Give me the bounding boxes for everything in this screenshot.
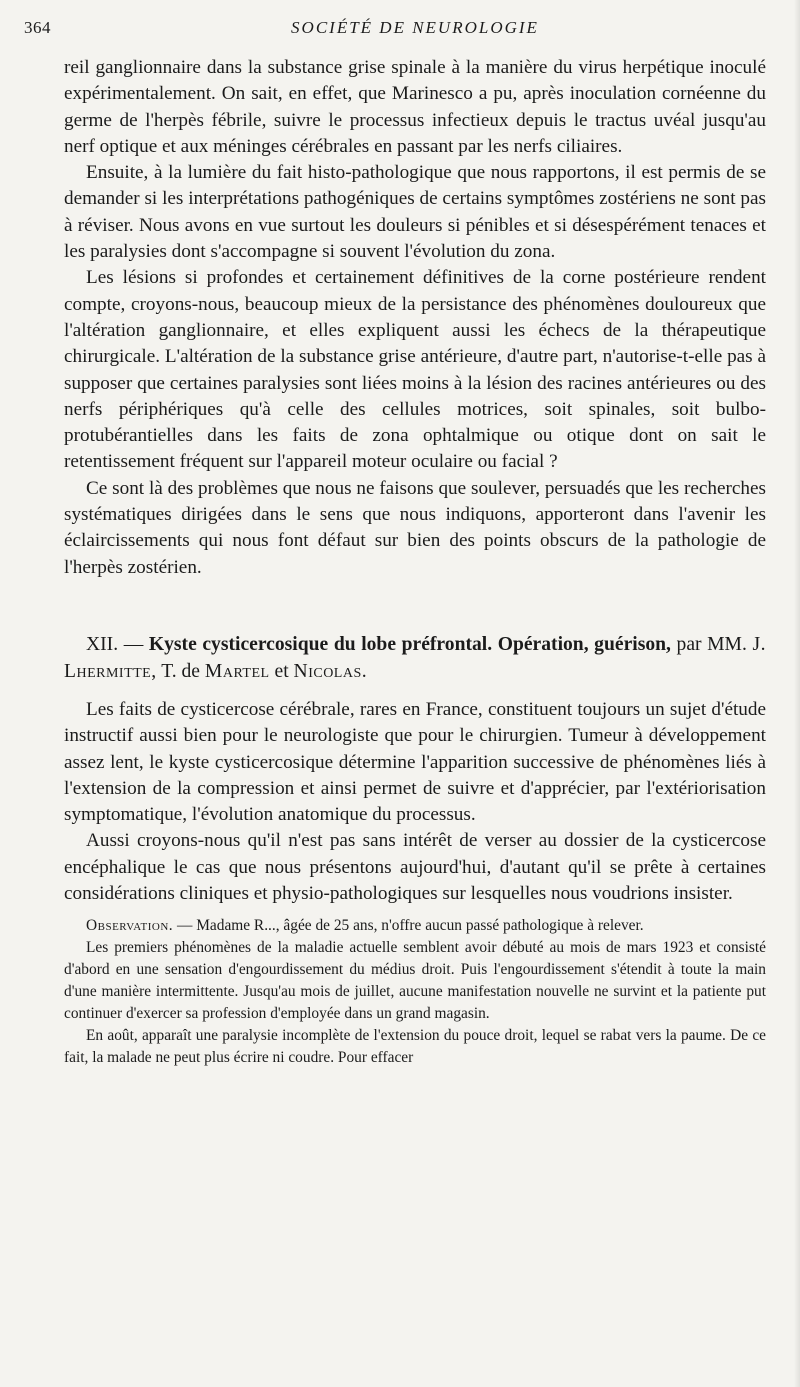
section-paragraph-2: Aussi croyons-nous qu'il n'est pas sans intérêt de verser au dossier de la cysticercose encéphalique le cas que nous présentons aujourd'hui, d'autant qu'il se prête à certaines considérations cliniques et physio-pathologiques sur lesquelles nous voudrions insister. xyxy=(64,830,766,905)
journal-title: SOCIÉTÉ DE NEUROLOGIE xyxy=(291,18,539,37)
observation-intro xyxy=(64,915,766,937)
scan-edge-shadow xyxy=(794,0,800,1387)
paragraph-2: Ensuite, à la lumière du fait histo-pathologique que nous rapportons, il est permis de se demander si les interprétations pathogéniques de certains symptômes zostériens ne sont pas à réviser. Nous avons en vue surtout les douleurs si pénibles et si désespérément tenaces et les paralysies dont s'accompagne si souvent l'évolution du zona. xyxy=(64,162,766,263)
section-paragraph-1: Les faits de cysticercose cérébrale, rares en France, constituent toujours un sujet d'étude instructif aussi bien pour le neurologiste que pour le chirurgien. Tumeur à développement assez lent, le kyste cysticercosique détermine l'apparition successive de phénomènes liés à l'extension de la compression et ainsi permet de suivre et d'apprécier, par l'extériorisation symptomatique, l'évolution anatomique du processus. xyxy=(64,698,766,826)
observation-label: Observation. xyxy=(86,917,174,935)
section-title: Kyste cysticercosique du lobe préfrontal. Opération, guérison, xyxy=(148,633,671,655)
paragraph-1: reil ganglionnaire dans la substance grise spinale à la manière du virus herpétique inoculé expérimentalement. On sait, en effet, que Marinesco a pu, après inoculation cornéenne du germe de l'herpès fébrile, suivre le processus infectieux depuis le tractus uvéal jusqu'au nerf optique et aux méninges cérébrales en passant par les nerfs ciliaires. xyxy=(64,57,766,157)
observation-paragraph-2: En août, apparaît une paralysie incomplète de l'extension du pouce droit, lequel se rabat vers la paume. De ce fait, la malade ne peut plus écrire ni coudre. Pour effacer xyxy=(64,1027,766,1067)
observation-dash: — xyxy=(176,917,193,935)
paragraph-3: Les lésions si profondes et certainement définitives de la corne postérieure rendent compte, croyons-nous, beaucoup mieux de la persistance des phénomènes douloureux que l'altération ganglionnaire, et elles expliquent aussi les échecs de la thérapeutique chirurgicale. L'altération de la substance grise antérieure, d'autre part, n'autorise-t-elle pas à supposer que certaines paralysies sont liées moins à la lésion des racines antérieures ou des nerfs périphériques qu'à celle des cellules motrices, soit spinales, soit bulbo-protubérantielles dans les faits de zona ophtalmique ou otique dont on sait le retentissement fréquent sur l'appareil moteur oculaire ou facial ? xyxy=(64,267,766,473)
section-heading xyxy=(64,631,766,685)
author-lhermitte: J. Lhermitte, xyxy=(64,633,767,682)
author-martel: Martel xyxy=(204,660,270,682)
observation-paragraph-1: Les premiers phénomènes de la maladie actuelle semblent avoir débuté au mois de mars 1923 et consisté d'abord en une sensation d'engourdissement du médius droit. Puis l'engourdissement s'étendit à toute la main d'une manière intermittente. Jusqu'au mois de juillet, aucune manifestation nouvelle ne survint et la patiente put continuer d'exercer sa profession d'employée dans un grand magasin. xyxy=(64,939,766,1023)
section-number: XII. xyxy=(86,633,119,655)
observation-first: Madame R..., âgée de 25 ans, n'offre aucun passé pathologique à relever. xyxy=(196,917,644,935)
paragraph-4: Ce sont là des problèmes que nous ne faisons que soulever, persuadés que les recherches systématiques dirigées dans le sens que nous indiquons, apporteront dans l'avenir les éclaircissements qui nous font défaut sur bien des points obscurs de la pathologie de l'herpès zostérien. xyxy=(64,477,766,578)
section-dash: — xyxy=(123,633,144,655)
author-de: T. de xyxy=(161,660,200,682)
page-body xyxy=(64,55,766,1069)
author-nicolas: Nicolas. xyxy=(293,660,368,682)
author-and: et xyxy=(274,660,289,682)
section-by: par MM. xyxy=(676,633,747,655)
running-head xyxy=(24,18,766,42)
page-number: 364 xyxy=(24,18,51,37)
